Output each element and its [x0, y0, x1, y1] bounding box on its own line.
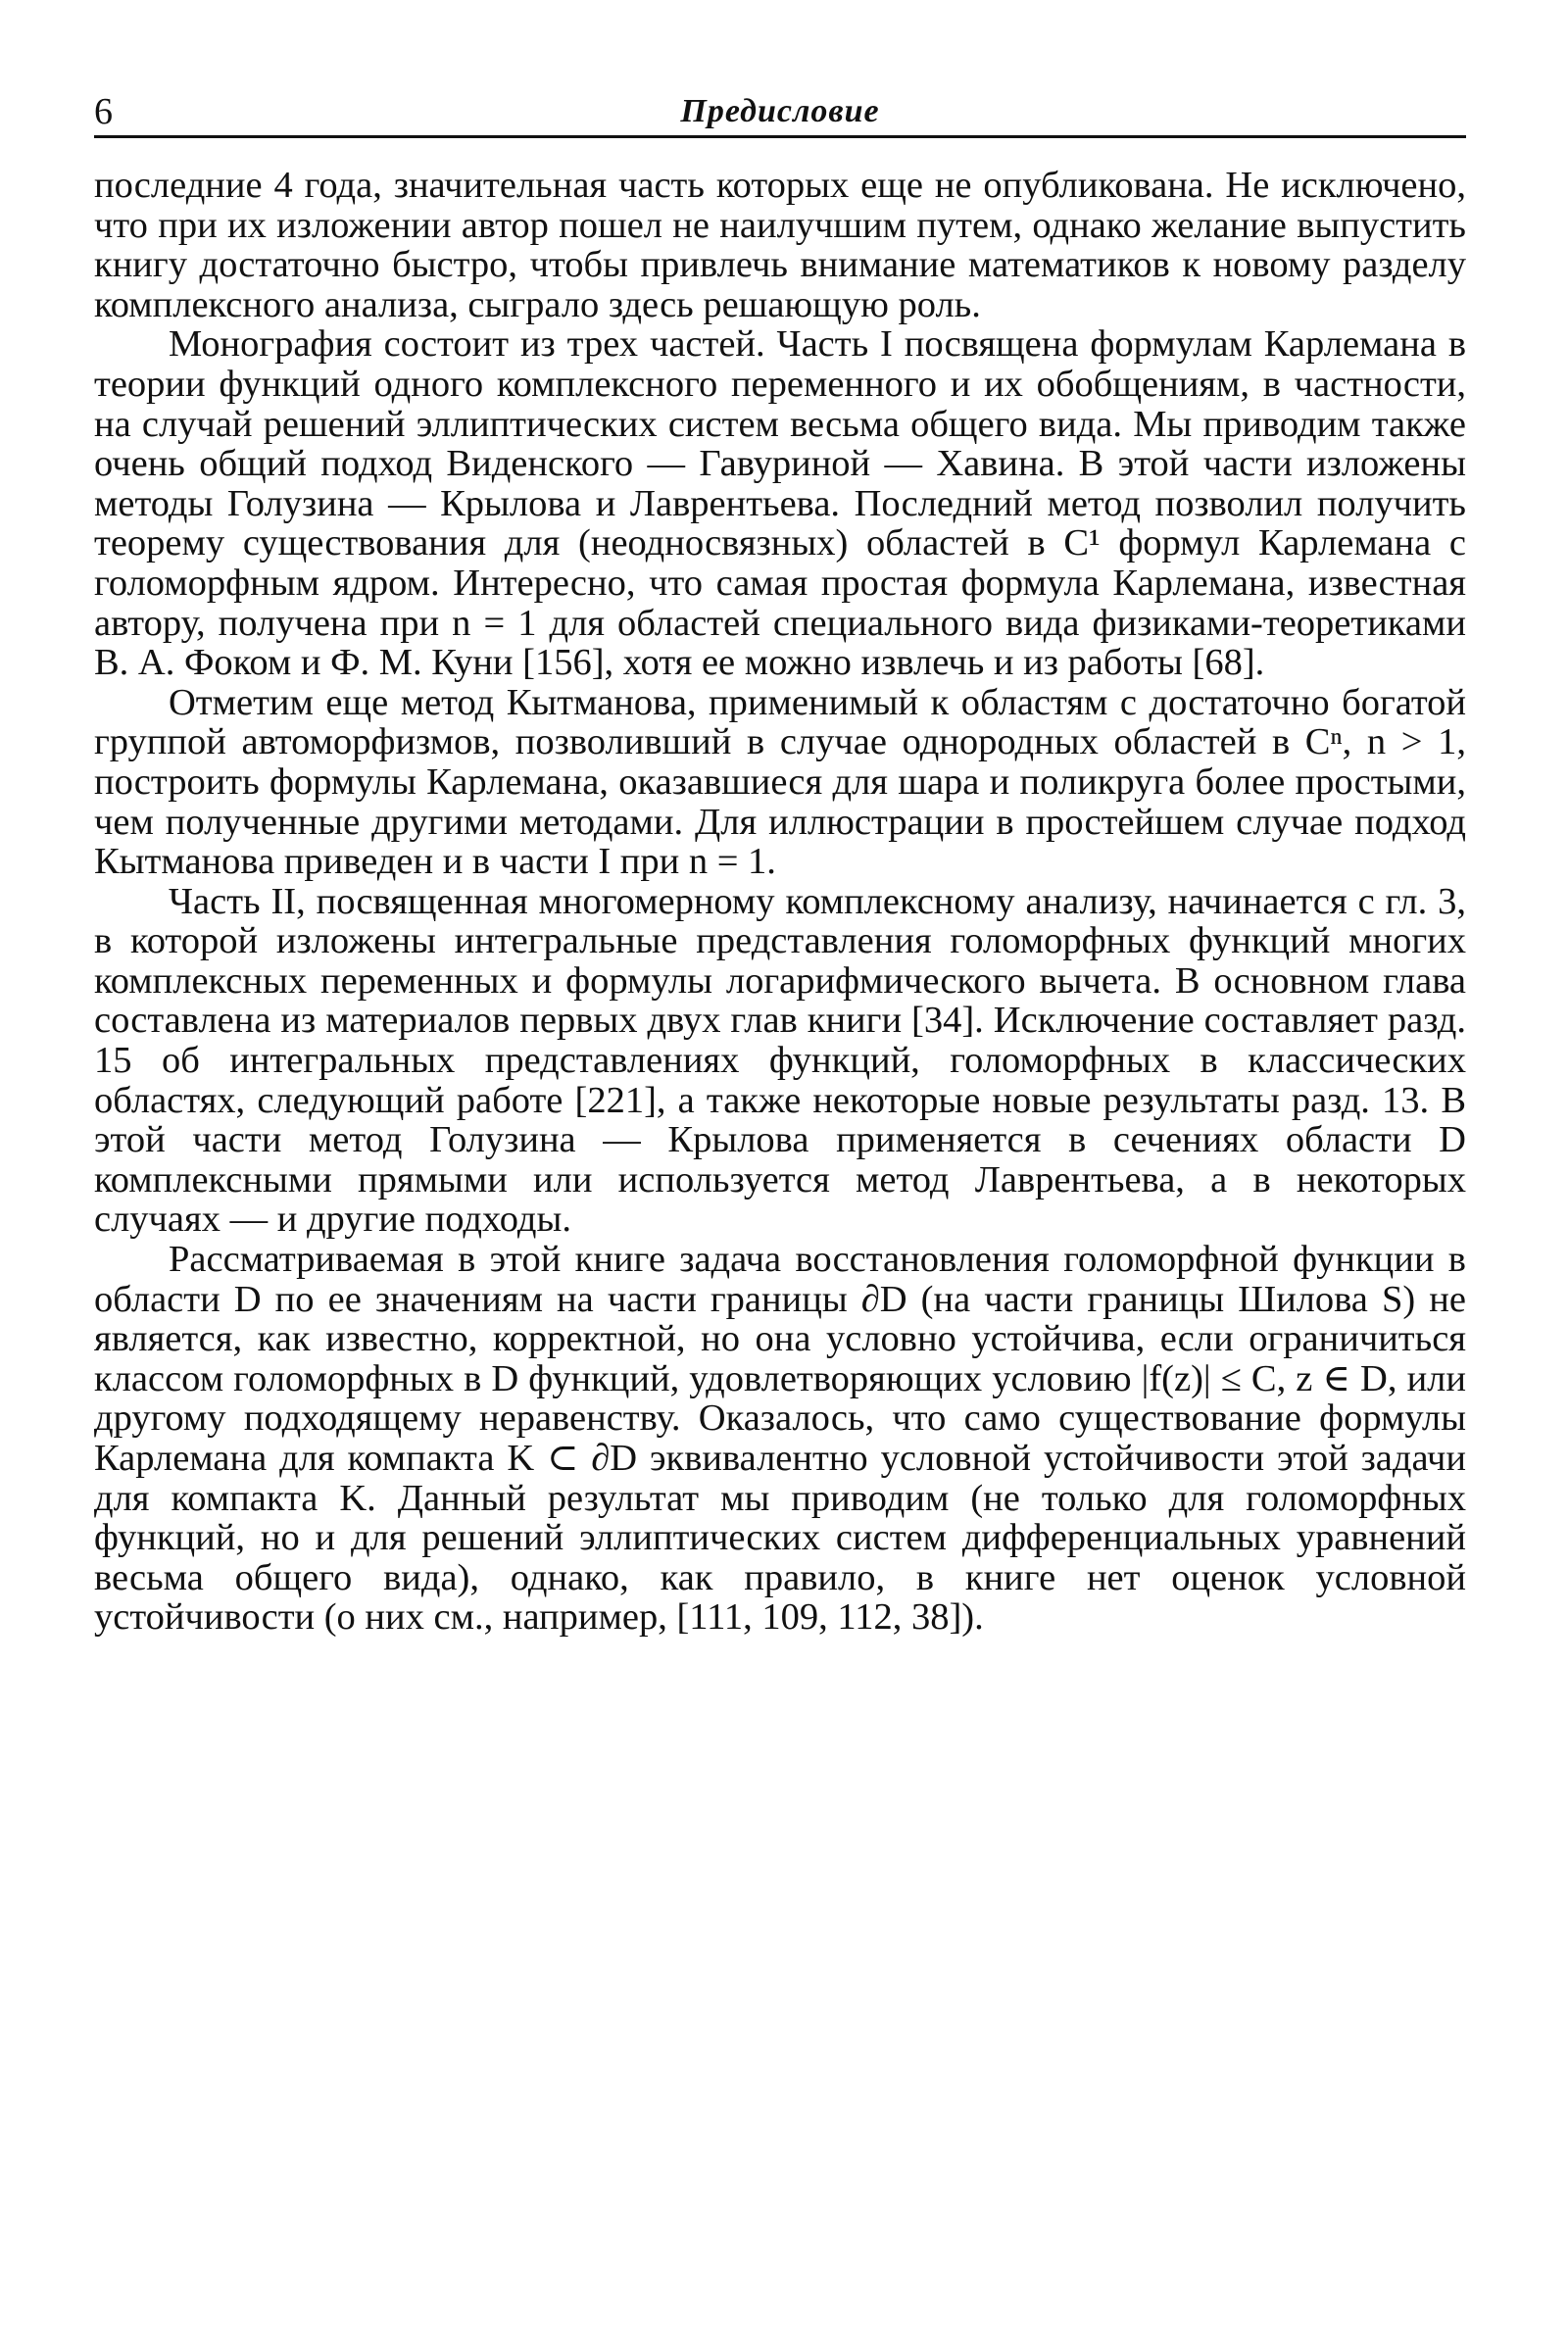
page-number: 6 [94, 91, 113, 132]
paragraph-monograph-parts: Монография состоит из трех частей. Часть I посвящена формулам Карлемана в теории функций одного комплексного переменного и их обобщениям, в частности, на случай решений эллиптических систем весьма общего вида. Мы приводим также очень общий подход Виденского — Гавуриной — Хавина. В этой части изложены методы Голузина — Крылова и Лаврентьева. Последний метод позволил получить теорему существования для (неодносвязных) областей в C¹ формул Карлемана с голоморфным ядром. Интересно, что самая простая формула Карлемана, известная автору, получена при n = 1 для областей специального вида физиками-теоретиками В. А. Фоком и Ф. М. Куни [156], хотя ее можно извлечь и из работы [68]. [94, 323, 1466, 684]
paragraph-continuation: последние 4 года, значительная часть которых еще не опубликована. Не исключено, что при их изложении автор пошел не наилучшим путем, однако желание выпустить книгу достаточно быстро, чтобы привлечь внимание математиков к новому разделу комплексного анализа, сыграло здесь решающую роль. [94, 165, 1466, 325]
paragraph-part-two: Часть II, посвященная многомерному комплексному анализу, начинается с гл. 3, в которой изложены интегральные представления голоморфных функций многих комплексных переменных и формулы логарифмического вычета. В основном глава составлена из материалов первых двух глав книги [34]. Исключение составляет разд. 15 об интегральных представлениях функций, голоморфных в классических областях, следующий работе [221], а также некоторые новые результаты разд. 13. В этой части метод Голузина — Крылова применяется в сечениях области D комплексными прямыми или используется метод Лаврентьева, а в некоторых случаях — и другие подходы. [94, 880, 1466, 1241]
paragraph-conditional-stability: Рассматриваемая в этой книге задача восстановления голоморфной функции в области D по ее значениям на части границы ∂D (на части границы Шилова S) не является, как известно, корректной, но она условно устойчива, если ограничиться классом голоморфных в D функций, удовлетворяющих условию |f(z)| ≤ C, z ∈ D, или другому подходящему неравенству. Оказалось, что само существование формулы Карлемана для компакта K ⊂ ∂D эквивалентно условной устойчивости этой задачи для компакта K. Данный результат мы приводим (не только для голоморфных функций, но и для решений эллиптических систем дифференциальных уравнений весьма общего вида), однако, как правило, в книге нет оценок условной устойчивости (о них см., например, [111, 109, 112, 38]). [94, 1239, 1466, 1639]
running-title: Предисловие [680, 93, 880, 129]
running-head [94, 90, 1466, 138]
body-text [94, 166, 1466, 1638]
book-page [94, 90, 1466, 2305]
paragraph-kytmanov-method: Отметим еще метод Кытманова, применимый к областям с достаточно богатой группой автоморфизмов, позволивший в случае однородных областей в Cⁿ, n > 1, построить формулы Карлемана, оказавшиеся для шара и поликруга более простыми, чем полученные другими методами. Для иллюстрации в простейшем случае подход Кытманова приведен и в части I при n = 1. [94, 681, 1466, 883]
